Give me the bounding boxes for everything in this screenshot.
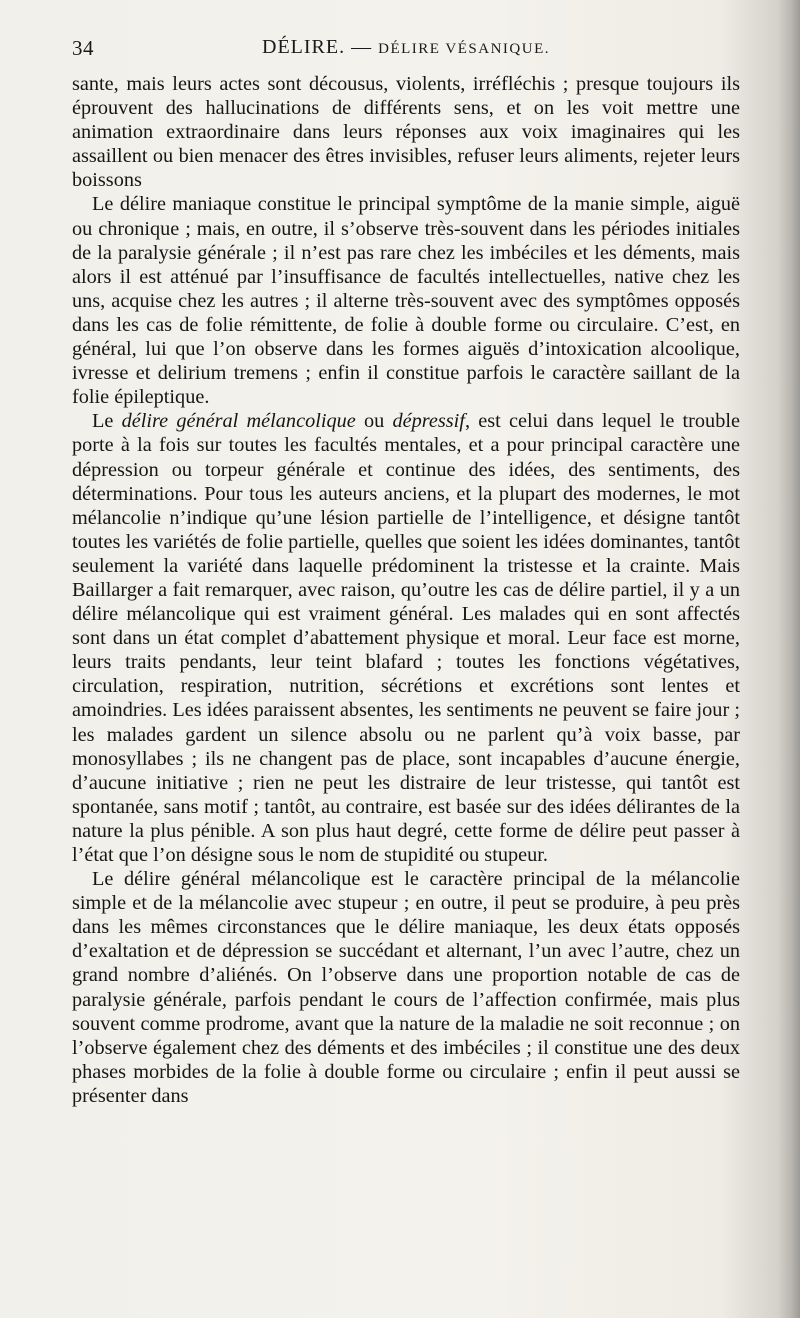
paragraph <box>72 192 740 409</box>
paragraph-text: Le <box>92 410 122 433</box>
paragraph <box>72 867 740 1108</box>
paragraph-text: Le délire maniaque constitue le principal symptôme de la manie simple, aiguë ou chronique ; mais, en outre, il s’observe très-souvent dans les périodes initiales de la paralysie générale ; il n’est pas rare chez les imbéciles et les déments, mais alors il est atténué par l’insuffisance de facultés intellectuelles, native chez les uns, acquise chez les autres ; il alterne très-souvent avec des symptômes opposés dans les cas de folie rémittente, de folie à double forme ou circulaire. C’est, en général, lui que l’on observe dans les formes aiguës d’intoxication alcoolique, ivresse et delirium tremens ; enfin il constitue parfois le caractère saillant de la folie épileptique. <box>72 193 740 409</box>
running-title-separator: — <box>351 36 373 58</box>
page-number: 34 <box>72 36 94 60</box>
paragraph <box>72 409 740 867</box>
page-edge-shadow <box>778 0 800 1318</box>
body-text <box>72 72 740 1108</box>
running-title-main: DÉLIRE. <box>262 36 346 58</box>
italic-term: délire général mélancolique <box>121 410 356 433</box>
page-header <box>72 36 740 66</box>
running-title-sub: DÉLIRE VÉSANIQUE. <box>378 41 550 57</box>
paragraph-text: sante, mais leurs actes sont décousus, violents, irréfléchis ; presque toujours ils éprouvent des hallucinations de différents sens, et on les voit mettre une animation extraordinaire dans leurs réponses aux voix imaginaires qui les assaillent ou bien menacer des êtres invisibles, refuser leurs aliments, rejeter leurs boissons <box>72 73 740 192</box>
italic-term: dépressif <box>392 410 465 433</box>
paragraph-text: , est celui dans lequel le trouble porte à la fois sur toutes les facultés mentales, et a pour principal caractère une dépression ou torpeur générale et continue des idées, des sentiments, des déterminations. Pour tous les auteurs anciens, et la plupart des modernes, le mot mélancolie n’indique qu’une lésion partielle de l’intelligence, et désigne tantôt toutes les variétés de folie partielle, quelles que soient les idées dominantes, tantôt seulement la variété dans laquelle prédominent la tristesse et la crainte. Mais Baillarger a fait remarquer, avec raison, qu’outre les cas de délire partiel, il y a un délire mélancolique qui est vraiment général. Les malades qui en sont affectés sont dans un état complet d’abattement physique et moral. Leur face est morne, leurs traits pendants, leur teint blafard ; toutes les fonctions végétatives, circulation, respiration, nutrition, sécrétions et excrétions sont lentes et amoindries. Les idées paraissent absentes, les sentiments ne peuvent se faire jour ; les malades gardent un silence absolu ou ne parlent qu’à voix basse, par monosyllabes ; ils ne changent pas de place, sont incapables d’aucune énergie, d’aucune initiative ; rien ne peut les distraire de leur tristesse, qui tantôt est spontanée, sans motif ; tantôt, au contraire, est basée sur des idées délirantes de la nature la plus pénible. A son plus haut degré, cette forme de délire peut passer à l’état que l’on désigne sous le nom de stupidité ou stupeur. <box>72 410 740 866</box>
paragraph-text: Le délire général mélancolique est le caractère principal de la mélancolie simple et de la mélancolie avec stupeur ; en outre, il peut se produire, à peu près dans les mêmes circonstances que le délire maniaque, les deux états opposés d’exaltation et de dépression se succédant et alternant, l’un avec l’autre, chez un grand nombre d’aliénés. On l’observe dans une proportion notable de cas de paralysie générale, parfois pendant le cours de l’affection confirmée, mais plus souvent comme prodrome, avant que la nature de la maladie ne soit reconnue ; on l’observe également chez des déments et des imbéciles ; il constitue une des deux phases morbides de la folie à double forme ou circulaire ; enfin il peut aussi se présenter dans <box>72 868 740 1107</box>
paragraph <box>72 72 740 192</box>
running-title <box>72 36 740 59</box>
paragraph-text: ou <box>355 410 393 433</box>
